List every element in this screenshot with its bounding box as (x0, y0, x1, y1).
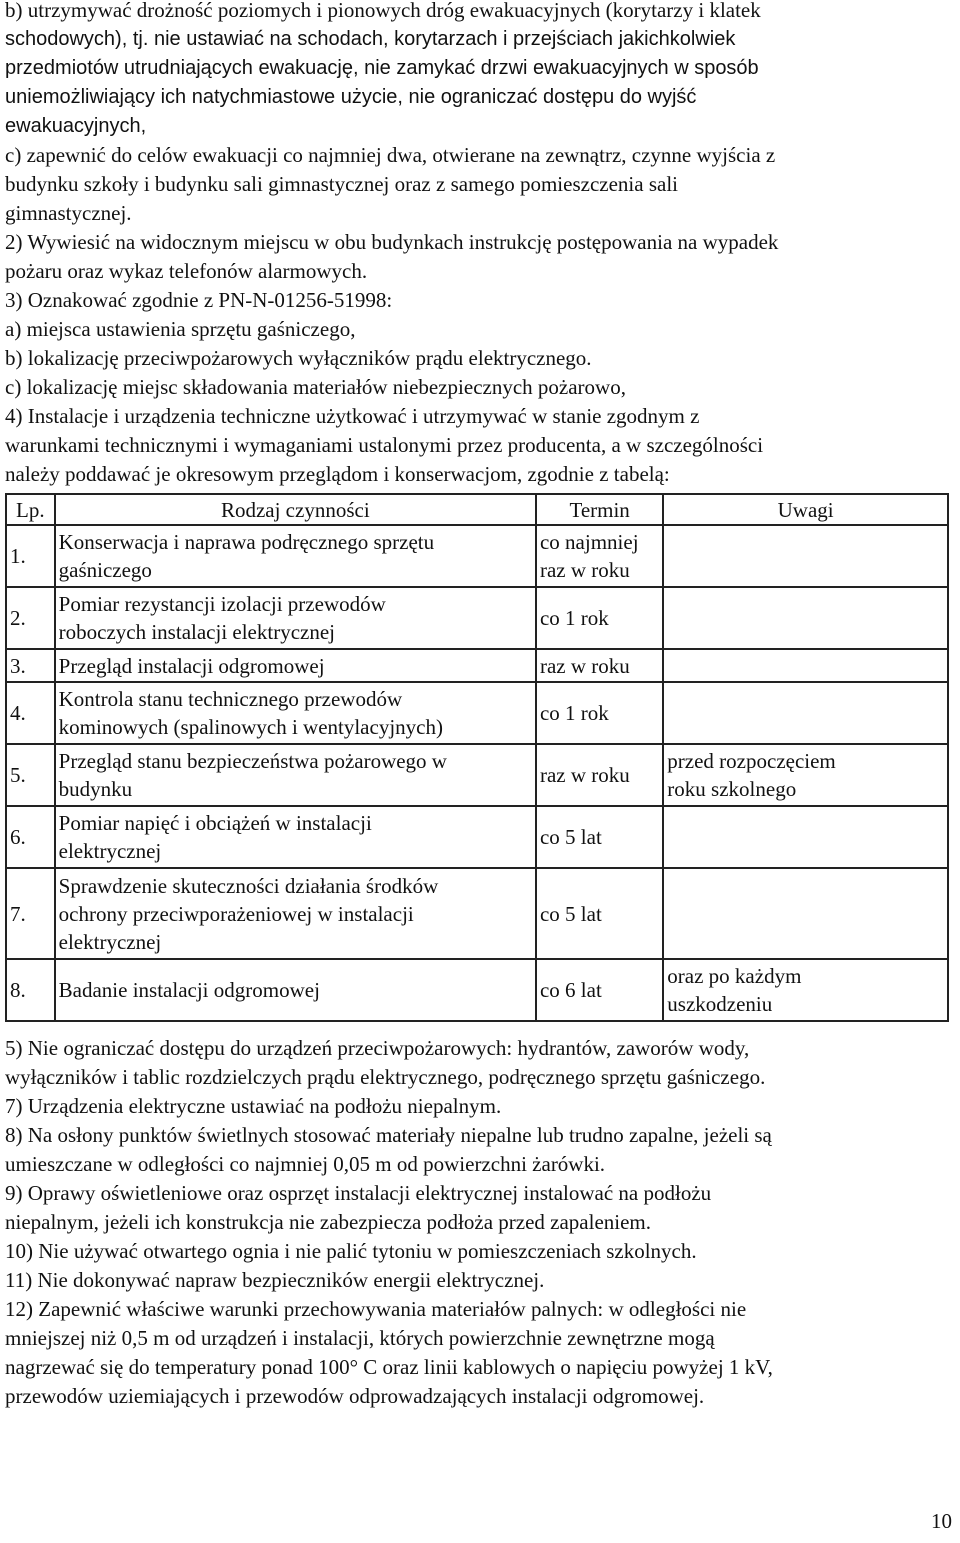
cell-action: Badanie instalacji odgromowej (55, 959, 536, 1021)
cell-term: co 5 lat (536, 868, 663, 959)
paragraph-line: b) lokalizację przeciwpożarowych wyłączników prądu elektrycznego. (5, 346, 592, 370)
paragraph-line: warunkami technicznymi i wymaganiami ustalonymi przez producenta, a w szczególności (5, 433, 764, 457)
header-action: Rodzaj czynności (55, 494, 536, 525)
table-row (6, 682, 948, 744)
paragraph-line: należy poddawać je okresowym przeglądom i konserwacjom, zgodnie z tabelą: (5, 462, 670, 486)
paragraph-line: mniejszej niż 0,5 m od urządzeń i instalacji, których powierzchnie zewnętrzne mogą (5, 1326, 715, 1350)
paragraph-line: ewakuacyjnych, (5, 115, 147, 137)
cell-term: co 1 rok (536, 587, 663, 649)
cell-lp: 6. (6, 806, 55, 868)
paragraph-line: przewodów uziemiających i przewodów odprowadzających instalacji odgromowej. (5, 1384, 705, 1408)
paragraph-line: 10) Nie używać otwartego ognia i nie palić tytoniu w pomieszczeniach szkolnych. (5, 1239, 697, 1263)
cell-term: co 5 lat (536, 806, 663, 868)
paragraph-line: przedmiotów utrudniających ewakuację, nie zamykać drzwi ewakuacyjnych w sposób (5, 57, 759, 79)
cell-action: Konserwacja i naprawa podręcznego sprzętu gaśniczego (55, 525, 536, 587)
table-row (6, 959, 948, 1021)
paragraph-line: schodowych), tj. nie ustawiać na schodach, korytarzach i przejściach jakichkolwiek (5, 28, 736, 50)
table-header-row (6, 494, 948, 525)
paragraph-line: uniemożliwiający ich natychmiastowe użycie, nie ograniczać dostępu do wyjść (5, 86, 697, 108)
cell-notes (663, 682, 948, 744)
paragraph-line: niepalnym, jeżeli ich konstrukcja nie zabezpiecza podłoża przed zapaleniem. (5, 1210, 652, 1234)
cell-term: raz w roku (536, 649, 663, 682)
paragraph-line: 11) Nie dokonywać napraw bezpieczników energii elektrycznej. (5, 1268, 545, 1292)
cell-lp: 7. (6, 868, 55, 959)
table-row (6, 649, 948, 682)
cell-notes (663, 868, 948, 959)
cell-action: Sprawdzenie skuteczności działania środków ochrony przeciwporażeniowej w instalacji elektrycznej (55, 868, 536, 959)
paragraph-line: 8) Na osłony punktów świetlnych stosować materiały niepalne lub trudno zapalne, jeżeli są (5, 1123, 772, 1147)
paragraph-line: umieszczane w odległości co najmniej 0,05 m od powierzchni żarówki. (5, 1152, 606, 1176)
cell-action: Przegląd stanu bezpieczeństwa pożarowego w budynku (55, 744, 536, 806)
cell-notes (663, 649, 948, 682)
cell-action: Pomiar rezystancji izolacji przewodów roboczych instalacji elektrycznej (55, 587, 536, 649)
header-term: Termin (536, 494, 663, 525)
paragraph-line: gimnastycznej. (5, 201, 132, 225)
cell-action: Pomiar napięć i obciążeń w instalacji elektrycznej (55, 806, 536, 868)
table-row (6, 525, 948, 587)
cell-lp: 5. (6, 744, 55, 806)
table-row (6, 868, 948, 959)
paragraph-line: 3) Oznakować zgodnie z PN-N-01256-51998: (5, 288, 393, 312)
paragraph-line: 12) Zapewnić właściwe warunki przechowywania materiałów palnych: w odległości nie (5, 1297, 747, 1321)
table-row (6, 587, 948, 649)
paragraph-line: a) miejsca ustawienia sprzętu gaśniczego, (5, 317, 356, 341)
cell-notes (663, 806, 948, 868)
paragraph-line: wyłączników i tablic rozdzielczych prądu elektrycznego, podręcznego sprzętu gaśniczego. (5, 1065, 766, 1089)
paragraph-line: pożaru oraz wykaz telefonów alarmowych. (5, 259, 368, 283)
paragraph-line: b) utrzymywać drożność poziomych i pionowych dróg ewakuacyjnych (korytarzy i klatek (5, 0, 761, 22)
cell-term: raz w roku (536, 744, 663, 806)
paragraph-line: 7) Urządzenia elektryczne ustawiać na podłożu niepalnym. (5, 1094, 502, 1118)
paragraph-line: 4) Instalacje i urządzenia techniczne użytkować i utrzymywać w stanie zgodnym z (5, 404, 700, 428)
cell-lp: 4. (6, 682, 55, 744)
paragraph-line: nagrzewać się do temperatury ponad 100° C oraz linii kablowych o napięciu powyżej 1 kV, (5, 1355, 773, 1379)
cell-term: co najmniej raz w roku (536, 525, 663, 587)
cell-lp: 1. (6, 525, 55, 587)
cell-notes: oraz po każdym uszkodzeniu (663, 959, 948, 1021)
table-row (6, 806, 948, 868)
maintenance-schedule-table (5, 493, 949, 1022)
header-notes: Uwagi (663, 494, 948, 525)
cell-term: co 1 rok (536, 682, 663, 744)
cell-notes (663, 525, 948, 587)
cell-notes: przed rozpoczęciem roku szkolnego (663, 744, 948, 806)
paragraph-line: c) zapewnić do celów ewakuacji co najmniej dwa, otwierane na zewnątrz, czynne wyjścia z (5, 143, 776, 167)
paragraph-line: 5) Nie ograniczać dostępu do urządzeń przeciwpożarowych: hydrantów, zaworów wody, (5, 1036, 750, 1060)
cell-lp: 2. (6, 587, 55, 649)
header-lp: Lp. (6, 494, 55, 525)
paragraph-line: 9) Oprawy oświetleniowe oraz osprzęt instalacji elektrycznej instalować na podłożu (5, 1181, 712, 1205)
paragraph-line: budynku szkoły i budynku sali gimnastycznej oraz z samego pomieszczenia sali (5, 172, 678, 196)
cell-lp: 8. (6, 959, 55, 1021)
cell-action: Przegląd instalacji odgromowej (55, 649, 536, 682)
table-row (6, 744, 948, 806)
paragraph-line: c) lokalizację miejsc składowania materiałów niebezpiecznych pożarowo, (5, 375, 626, 399)
cell-action: Kontrola stanu technicznego przewodów kominowych (spalinowych i wentylacyjnych) (55, 682, 536, 744)
cell-lp: 3. (6, 649, 55, 682)
page-number: 10 (931, 1509, 952, 1533)
cell-term: co 6 lat (536, 959, 663, 1021)
paragraph-line: 2) Wywiesić na widocznym miejscu w obu budynkach instrukcję postępowania na wypadek (5, 230, 779, 254)
cell-notes (663, 587, 948, 649)
